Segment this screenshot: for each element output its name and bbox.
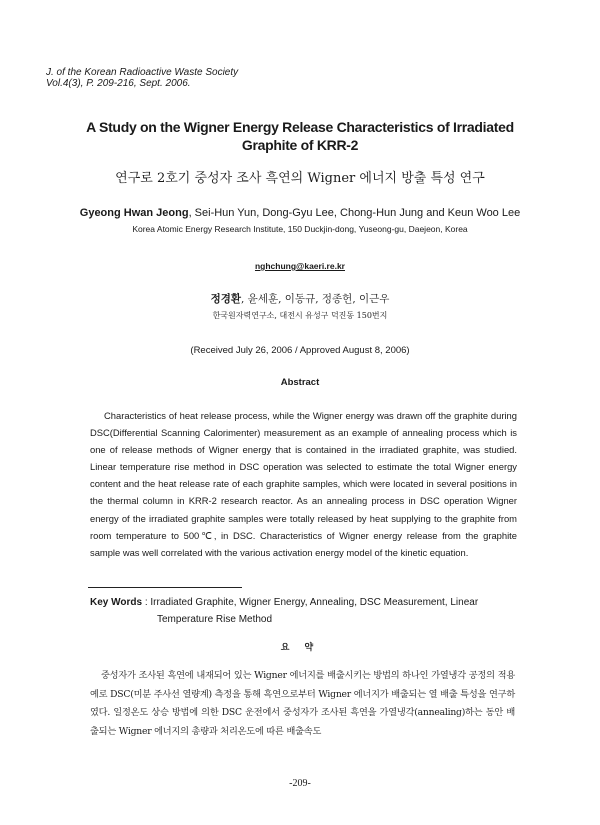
journal-name: J. of the Korean Radioactive Waste Society	[46, 67, 239, 78]
affiliation-korean: 한국원자력연구소, 대전시 유성구 덕진동 150번지	[212, 311, 388, 320]
lead-author-korean: 정경환	[210, 293, 241, 305]
received-dates: (Received July 26, 2006 / Approved August 8, 2006)	[190, 345, 410, 356]
keywords-list: : Irradiated Graphite, Wigner Energy, Annealing, DSC Measurement, Linear	[142, 597, 479, 608]
page-number: -209-	[289, 778, 311, 789]
co-authors: , Sei-Hun Yun, Dong-Gyu Lee, Chong-Hun Jung and Keun Woo Lee	[188, 207, 521, 219]
corresponding-email[interactable]: nghchung@kaeri.re.kr	[254, 261, 345, 271]
korean-summary-heading: 요 약	[280, 643, 320, 653]
keywords-label: Key Words	[90, 597, 143, 608]
authors-english	[20, 206, 580, 220]
lead-author: Gyeong Hwan Jeong	[79, 207, 189, 219]
title-line-2: Graphite of KRR-2	[241, 137, 359, 153]
keywords-row	[90, 594, 520, 611]
journal-citation	[46, 67, 238, 89]
authors-korean	[0, 292, 600, 306]
co-authors-korean: , 윤세훈, 이동규, 정종헌, 이근우	[241, 293, 390, 305]
keywords-block	[90, 594, 520, 628]
paper-title-korean: 연구로 2호기 중성자 조사 흑연의 Wigner 에너지 방출 특성 연구	[115, 171, 485, 186]
journal-volume: Vol.4(3), P. 209-216, Sept. 2006.	[46, 78, 191, 89]
affiliation-english: Korea Atomic Energy Research Institute, 150 Duckjin-dong, Yuseong-gu, Daejeon, Korea	[132, 224, 468, 234]
keywords-list-continued: Temperature Rise Method	[157, 614, 273, 625]
korean-summary-body: 중성자가 조사된 흑연에 내재되어 있는 Wigner 에너지를 배출시키는 방법의 하나인 가열냉각 공정의 적용 예로 DSC(미분 주사선 열량계) 측정을 통해 흑연으로부터 Wigner 에너지가 배출되는 열 배출 특성을 연구하였다. 일정온도 상승 방법에 의한 DSC 운전에서 중성자가 조사된 흑연을 가열냉각(annealing)하는 동안 배출되는 Wigner 에너지의 총량과 처리온도에 따른 배출속도	[90, 670, 515, 737]
abstract-heading: Abstract	[280, 377, 320, 388]
title-line-1: A Study on the Wigner Energy Release Characteristics of Irradiated	[86, 119, 514, 135]
abstract-body: Characteristics of heat release process, while the Wigner energy was drawn off the graphite during DSC(Differential Scanning Calorimenter) measurement as an example of annealing process which is one of release methods of Wigner energy that is contained in the irradiated graphite, was studied. Linear temperature rise method in DSC operation was selected to estimate the total Wigner energy content and the heat release rate of each graphite samples, which were located in several positions in the thermal column in KRR-2 research reactor. As an annealing process in DSC operation Wigner energy of the irradiated graphite samples were totally released by heat supplying to the graphite from room temperature to 500℃, in DSC. Characteristics of Wigner energy release from the graphite sample was well correlated with the various activation energy model of the kinetic equation.	[90, 410, 517, 558]
paper-title-english	[40, 118, 560, 154]
keywords-divider	[88, 587, 242, 588]
